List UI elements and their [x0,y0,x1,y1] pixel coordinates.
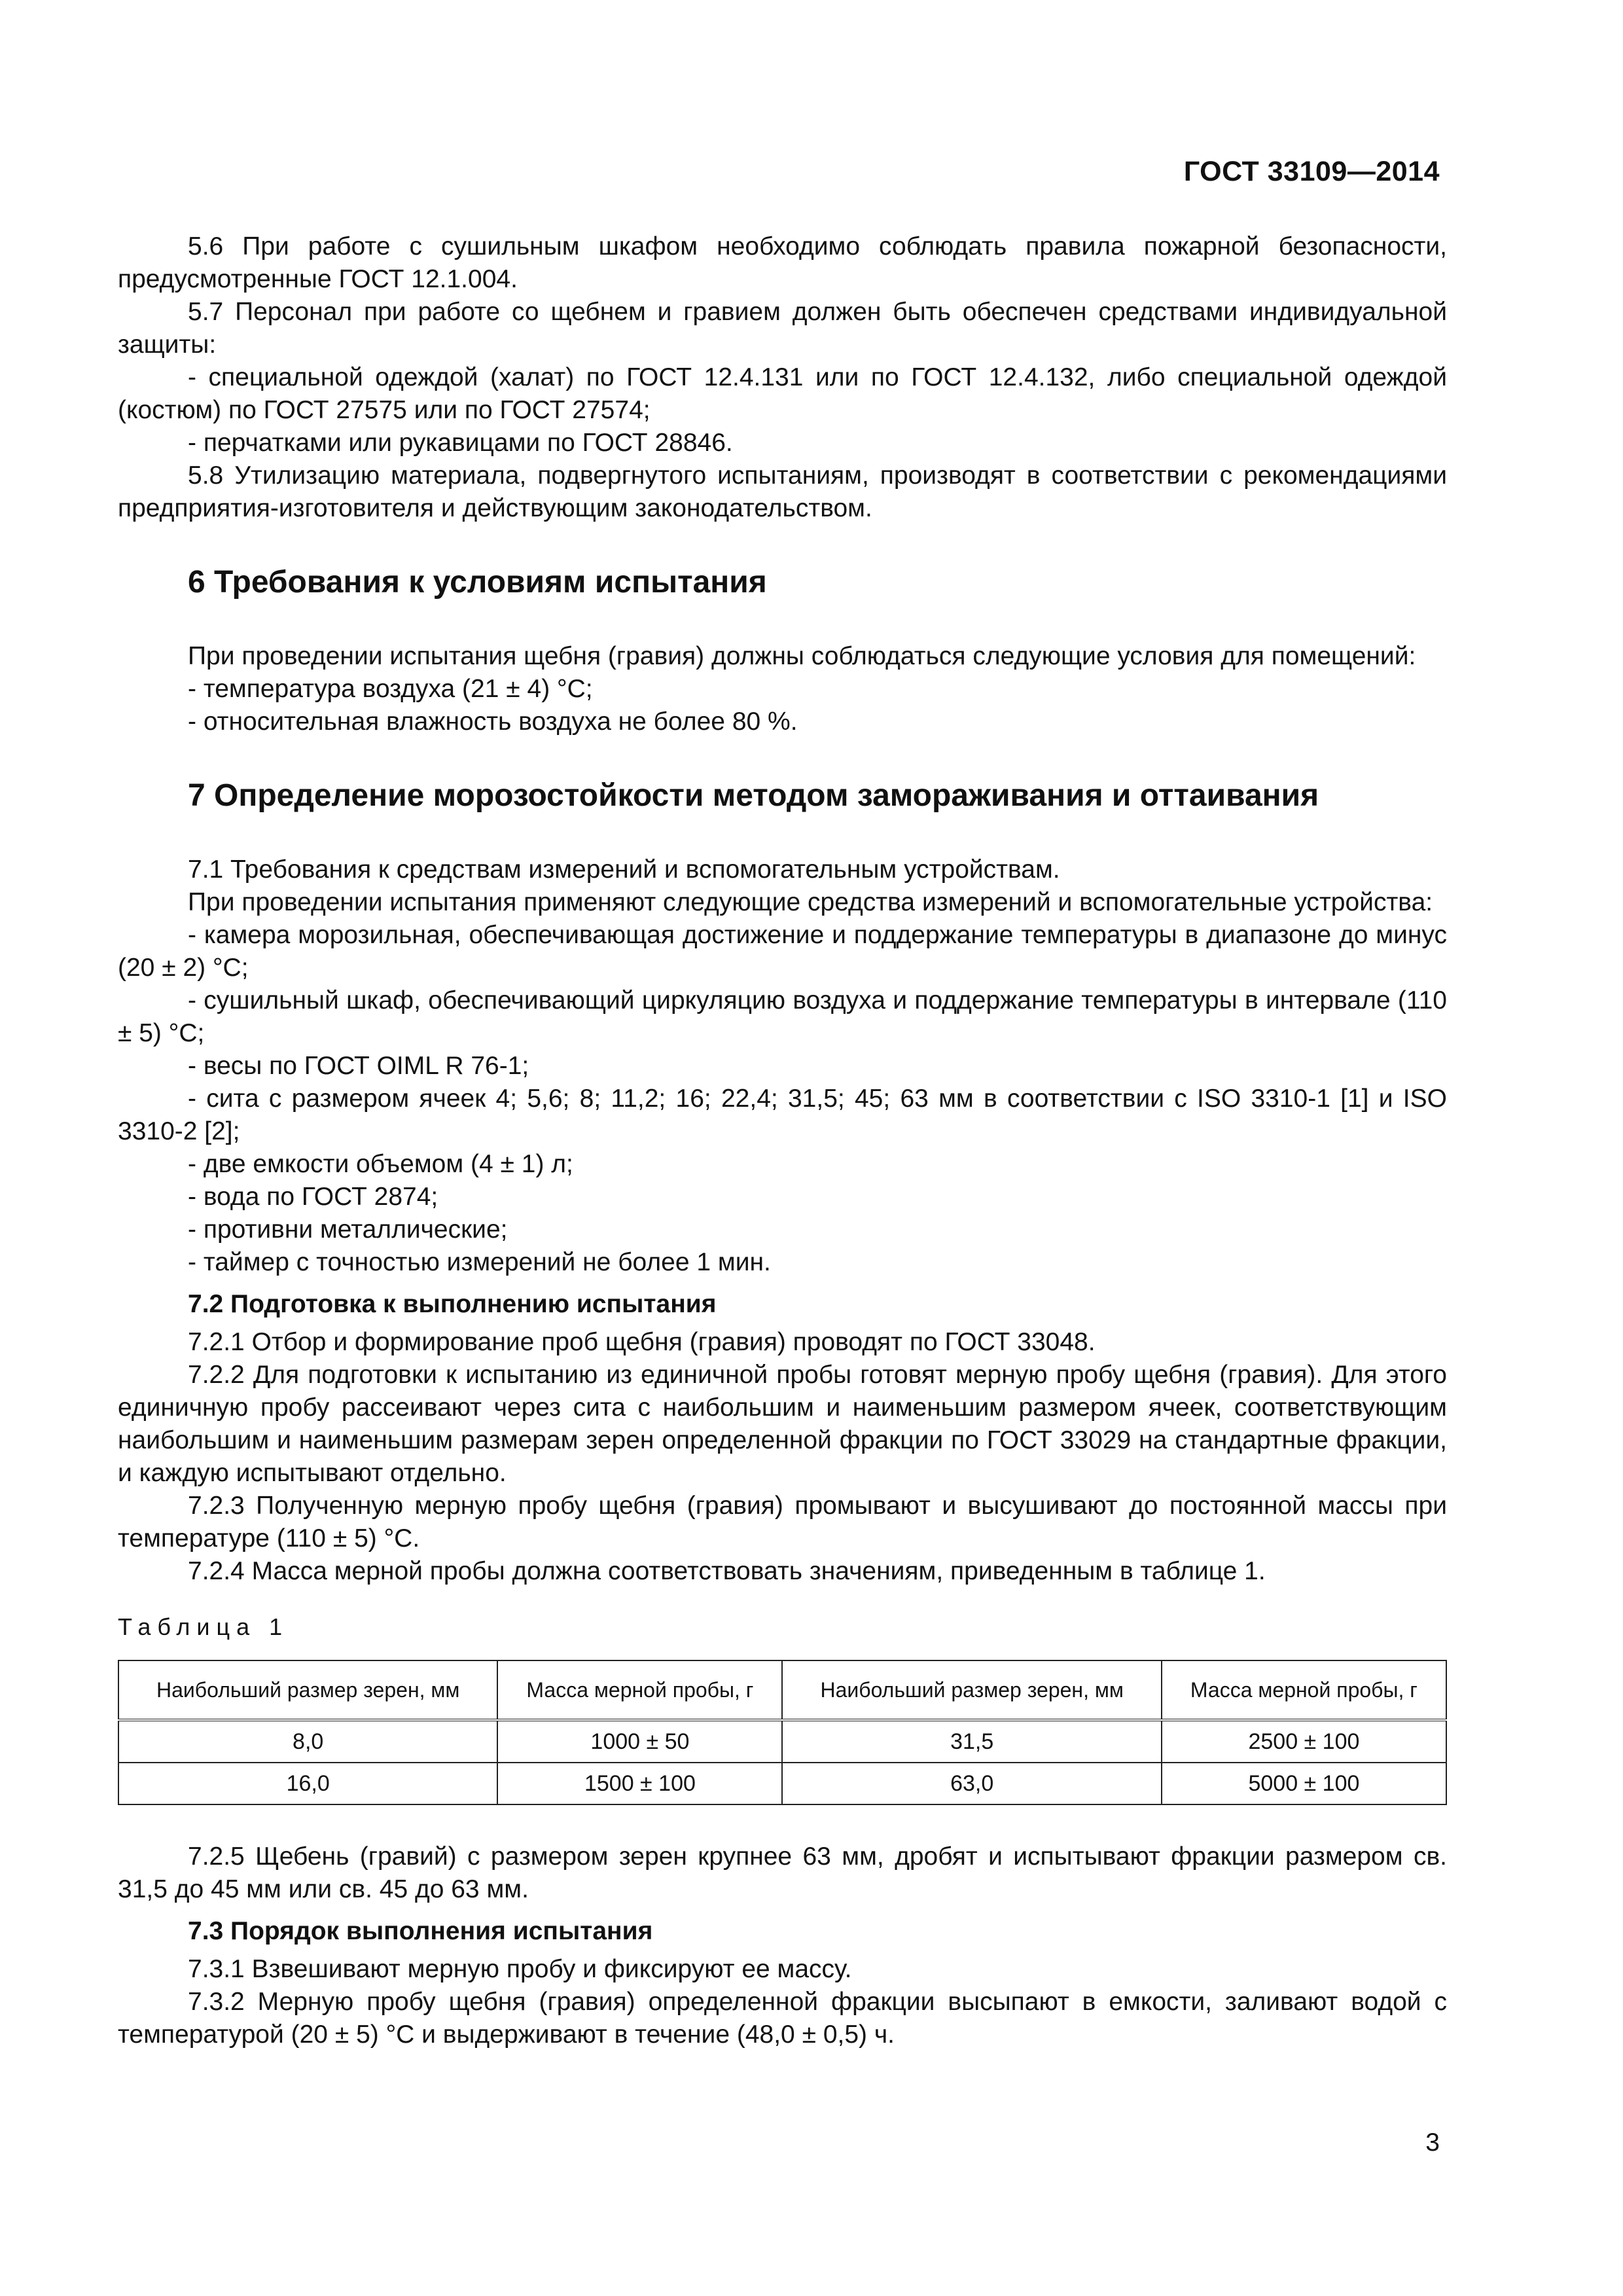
paragraph-7-3-1: 7.3.1 Взвешивают мерную пробу и фиксируют ее массу. [188,1955,852,1983]
table-cell: 2500 ± 100 [1162,1720,1446,1763]
document-code-header: ГОСТ 33109—2014 [1183,156,1440,187]
paragraph-5-7: 5.7 Персонал при работе со щебнем и гравием должен быть обеспечен средствами индивидуальной защиты: [118,298,1447,359]
page-number: 3 [1425,2128,1440,2157]
section-7-heading: 7 Определение морозостойкости методом замораживания и оттаивания [188,778,1319,813]
table-1 [118,1660,1447,1805]
table-cell: 5000 ± 100 [1162,1763,1446,1804]
subsection-7-3-heading: 7.3 Порядок выполнения испытания [188,1917,653,1945]
equipment-list-item: - сушильный шкаф, обеспечивающий циркуляцию воздуха и поддержание температуры в интервале (110 ± 5) °С; [118,986,1447,1047]
table-cell: 8,0 [118,1720,497,1763]
table-header-cell: Наибольший размер зерен, мм [782,1660,1161,1720]
paragraph-7-2-4: 7.2.4 Масса мерной пробы должна соответствовать значениям, приведенным в таблице 1. [188,1557,1266,1585]
table-cell: 1500 ± 100 [497,1763,782,1804]
table-cell: 1000 ± 50 [497,1720,782,1763]
section-6-heading: 6 Требования к условиям испытания [188,565,767,600]
table-header-cell: Масса мерной пробы, г [497,1660,782,1720]
section-6-item-2: - относительная влажность воздуха не более 80 %. [188,708,798,736]
subsection-7-2-heading: 7.2 Подготовка к выполнению испытания [188,1290,717,1318]
section-6-item-1: - температура воздуха (21 ± 4) °С; [188,675,593,703]
equipment-list-item: - противни металлические; [188,1215,508,1244]
table-row [118,1720,1446,1763]
paragraph-7-2-3: 7.2.3 Полученную мерную пробу щебня (гравия) промывают и высушивают до постоянной массы при температуре (110 ± 5) °С. [118,1492,1447,1552]
table-header-row [118,1660,1446,1720]
paragraph-5-6: 5.6 При работе с сушильным шкафом необходимо соблюдать правила пожарной безопасности, предусмотренные ГОСТ 12.1.004. [118,232,1447,293]
equipment-list-item: - две емкости объемом (4 ± 1) л; [188,1150,573,1178]
table-cell: 63,0 [782,1763,1161,1804]
paragraph-7-2-2: 7.2.2 Для подготовки к испытанию из единичной пробы готовят мерную пробу щебня (гравия). Для этого единичную пробу рассеивают через сита с наибольшим и наименьшим размером ячеек, соответствующим наибольшим и наименьшим размерам зерен определенной фракции по ГОСТ 33029 на стандартные фракции, и каждую испытывают отдельно. [118,1361,1447,1487]
paragraph-7-2-1: 7.2.1 Отбор и формирование проб щебня (гравия) проводят по ГОСТ 33048. [188,1328,1096,1356]
paragraph-5-8: 5.8 Утилизацию материала, подвергнутого испытаниям, производят в соответствии с рекомендациями предприятия-изготовителя и действующим законодательством. [118,461,1447,522]
equipment-list-item: - весы по ГОСТ OIML R 76-1; [188,1052,529,1080]
paragraph-7-2-5: 7.2.5 Щебень (гравий) с размером зерен крупнее 63 мм, дробят и испытывают фракции размером св. 31,5 до 45 мм или св. 45 до 63 мм. [118,1842,1447,1903]
paragraph-7-3-2: 7.3.2 Мерную пробу щебня (гравия) определенной фракции высыпают в емкости, заливают водой с температурой (20 ± 5) °С и выдерживают в течение (48,0 ± 0,5) ч. [118,1988,1447,2049]
equipment-list-item: - сита с размером ячеек 4; 5,6; 8; 11,2; 16; 22,4; 31,5; 45; 63 мм в соответствии с ISO 3310-1 [1] и ISO 3310-2 [2]; [118,1085,1447,1145]
table-header-cell: Масса мерной пробы, г [1162,1660,1446,1720]
paragraph-7-1-intro: При проведении испытания применяют следующие средства измерений и вспомогательные устройства: [188,888,1433,916]
table-row [118,1763,1446,1804]
table-header-cell: Наибольший размер зерен, мм [118,1660,497,1720]
table-cell: 31,5 [782,1720,1161,1763]
table-cell: 16,0 [118,1763,497,1804]
equipment-list-item: - вода по ГОСТ 2874; [188,1183,438,1211]
table-1-caption: Таблица 1 [118,1613,289,1640]
equipment-list-item: - таймер с точностью измерений не более 1 мин. [188,1248,771,1276]
paragraph-5-7-item-1: - специальной одеждой (халат) по ГОСТ 12.4.131 или по ГОСТ 12.4.132, либо специальной одеждой (костюм) по ГОСТ 27575 или по ГОСТ 27574; [118,363,1447,424]
equipment-list-item: - камера морозильная, обеспечивающая достижение и поддержание температуры в диапазоне до минус (20 ± 2) °С; [118,921,1447,982]
paragraph-5-7-item-2: - перчатками или рукавицами по ГОСТ 28846. [188,429,733,457]
section-6-intro: При проведении испытания щебня (гравия) должны соблюдаться следующие условия для помещений: [188,642,1416,670]
paragraph-7-1: 7.1 Требования к средствам измерений и вспомогательным устройствам. [188,855,1060,884]
document-body [118,230,1447,2051]
